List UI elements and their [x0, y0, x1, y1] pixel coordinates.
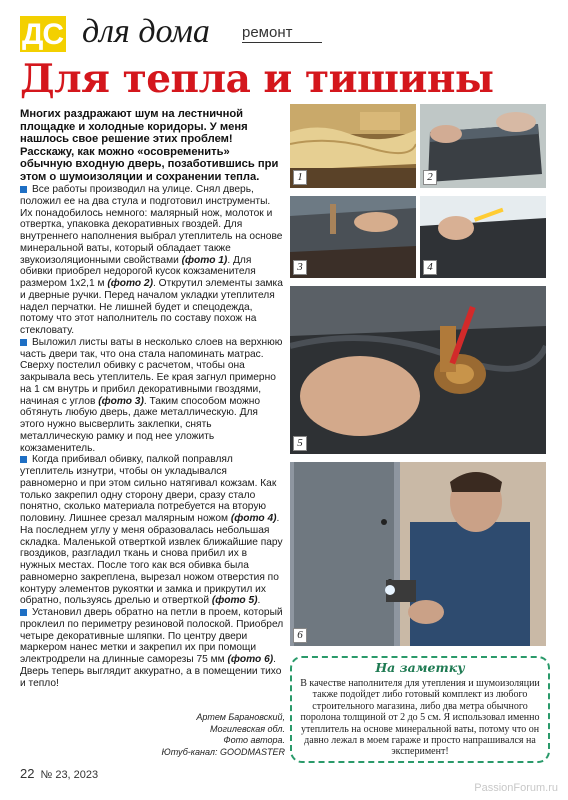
section-underline [242, 42, 322, 43]
bullet-icon [20, 339, 27, 346]
article-lead: Многих раздражают шум на лестничной площадке и холодные коридоры. У меня нашлось свое решение этих проблем! Расскажу, как можно «осовременить» обычную входную дверь, позаботившись при этом о шумоизоляции и сохранении тепла. [20, 108, 279, 183]
section-tag: ремонт [242, 24, 293, 41]
photo-5 [290, 286, 546, 454]
photo-ref: (фото 1) [181, 254, 228, 266]
photo-ref: (фото 3) [98, 395, 144, 407]
magazine-logo [20, 16, 66, 52]
page-footer [20, 766, 98, 781]
photo-6 [290, 462, 546, 646]
photo-number: 5 [293, 436, 307, 451]
article-body [20, 184, 285, 689]
paragraph-3: Когда прибивал обивку, палкой поправлял утеплитель изнутри, чтобы он укладывался равномерно и при этом сильно натягивал кожзам. Как только закрепил одну сторону двери, сразу стало понятно, сколько материала потребуется на вторую половину. Лишнее срезал малярным ножом (фото 4). На последнем углу у меня образовалась небольшая складка. Маленькой отверткой извлек ближайшие пару гвоздиков, разгладил ткань и снова прибил их в нужных местах. После того как вся обивка была равномерно закреплена, вырезал ножом отверстия по контуру элементов рукоятки и замка и прикрутил их обратно, пользуясь дрелью и отверткой (фото 5). [20, 454, 283, 607]
photo-1 [290, 104, 416, 188]
photo-number: 3 [293, 260, 307, 275]
photo-number: 4 [423, 260, 437, 275]
watermark: PassionForum.ru [474, 782, 558, 794]
photo-number: 2 [423, 170, 437, 185]
photo-number: 1 [293, 170, 307, 185]
photo-2 [420, 104, 546, 188]
bullet-icon [20, 456, 27, 463]
bullet-icon [20, 186, 27, 193]
magazine-header [20, 12, 560, 58]
article-headline: Для тепла и тишины [20, 56, 494, 102]
photo-4 [420, 196, 546, 278]
paragraph-1: Все работы производил на улице. Снял дверь, положил ее на два стула и подготовил инструменты. Их понадобилось немного: малярный нож, молоток и отвертка, упаковка декоративных гвоздей. Для внутреннего наполнения выбрал утеплитель на основе минеральной ваты, который обладает также звукоизоляционными свойствами (фото 1). Для обивки приобрел недорогой кусок кожзаменителя размером 1х2,1 м (фото 2). Открутил элементы замка и дверные ручки. Перед началом укладки утеплителя надел перчатки. Не лишней будет и спецодежда, потому что этот наполнитель по составу похож на стекловату. [20, 184, 283, 336]
tip-box [290, 656, 550, 763]
paragraph-4: Установил дверь обратно на петли в проем, который проклеил по периметру резиновой полоской. Приобрел четыре декоративные шляпки. По центру двери маркером нанес метки и закрепил их при помощи электродрели на длинные саморезы 75 мм (фото 6). Дверь теперь выглядит аккуратно, а в помещении тихо и тепло! [20, 607, 284, 689]
tip-text: В качестве наполнителя для утепления и шумоизоляции также подойдет либо готовый комплект из любого строительного магазина, либо два метра обычного поролона толщиной от 2 до 5 см. Я использовал именно утеплитель на основе минеральной ваты, потому что он давно лежал в моем гараже и просто напрашивался на эксперимент! [300, 678, 540, 758]
photo-ref: (фото 5) [211, 595, 258, 607]
photo-ref: (фото 6) [227, 654, 274, 665]
page-number: 22 [20, 766, 35, 781]
photo-ref: (фото 4) [230, 513, 277, 524]
paragraph-2: Выложил листы ваты в несколько слоев на верхнюю часть двери так, что она стала напоминать матрас. Сверху постелил обивку с расчетом, чтобы она закрывала весь утеплитель. Ее края загнул примерно на 1 см внутрь и прибил декоративными гвоздями, начиная с углов (фото 3). Таким способом можно обтянуть любую дверь, даже металлическую. Для этого нужно высверлить заклепки, снять металлическую рамку и под нее уложить кожзаменитель. [20, 336, 283, 454]
logo-text: ДС [22, 18, 64, 51]
bullet-icon [20, 609, 27, 616]
photo-number: 6 [293, 628, 307, 643]
photo-3 [290, 196, 416, 278]
tip-title: На заметку [375, 660, 465, 675]
author-signature: Артем Барановский, Могилевская обл. Фото автора. Ютуб-канал: GOODMASTER [161, 712, 285, 757]
issue-number: № 23, 2023 [40, 769, 99, 781]
photo-ref: (фото 2) [107, 278, 153, 289]
section-title: для дома [82, 13, 210, 50]
